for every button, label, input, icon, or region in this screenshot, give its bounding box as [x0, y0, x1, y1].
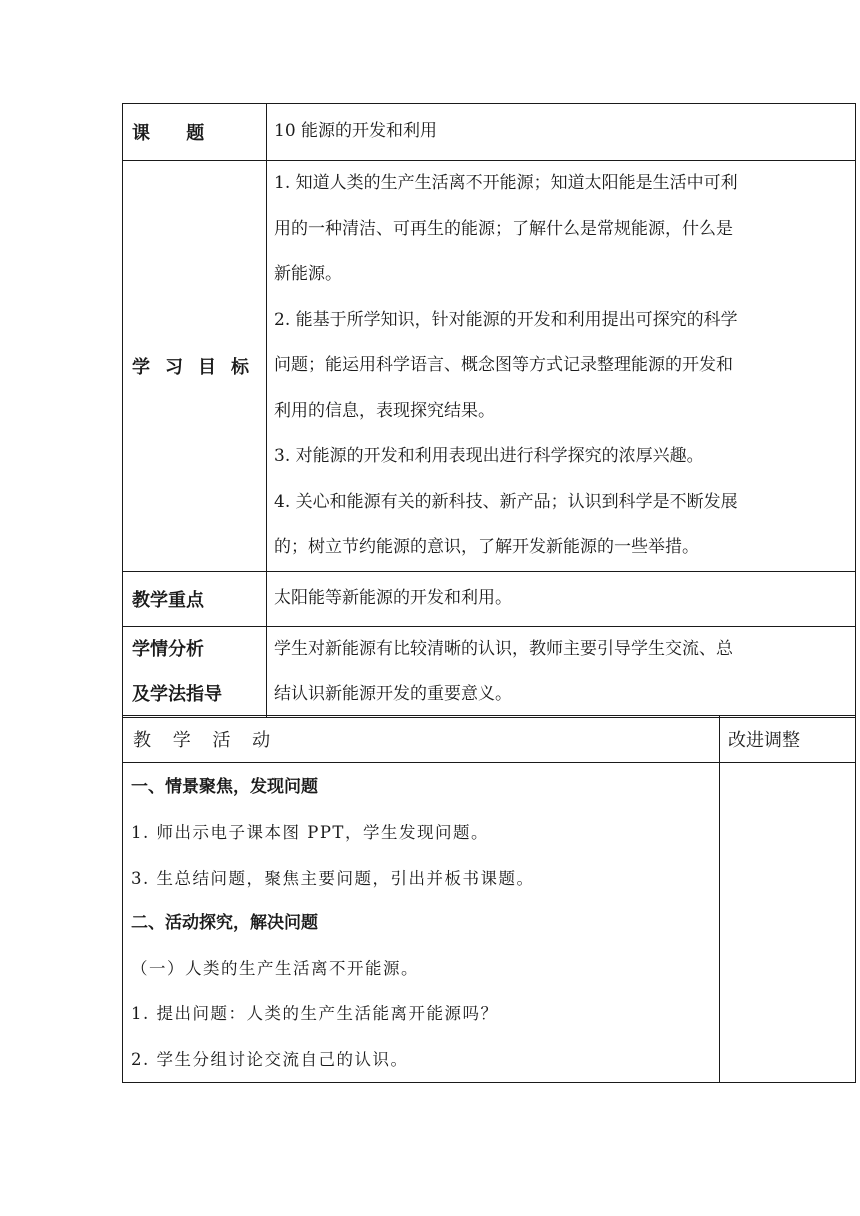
goal-line: 3. 对能源的开发和利用表现出进行科学探究的浓厚兴趣。: [274, 446, 704, 466]
analysis-label-line-2: 及学法指导: [132, 683, 222, 705]
activity-header-row: [123, 716, 856, 763]
goal-line: 2. 能基于所学知识，针对能源的开发和利用提出可探究的科学: [274, 309, 738, 330]
sub-heading: （一）人类的生产生活离不开能源。: [131, 959, 419, 979]
activity-line: 1. 师出示电子课本图 PPT，学生发现问题。: [131, 823, 489, 843]
topic-label: 课 题: [123, 104, 267, 161]
adjust-content: [720, 763, 856, 1083]
analysis-label-line-1: 学情分析: [132, 638, 204, 660]
topic-row: [123, 104, 856, 161]
focus-value: 太阳能等新能源的开发和利用。: [267, 571, 856, 626]
goals-cell: [267, 161, 856, 572]
goal-line: 4. 关心和能源有关的新科技、新产品；认识到科学是不断发展: [274, 491, 738, 512]
goal-line: 利用的信息，表现探究结果。: [274, 400, 495, 421]
activity-header: 教 学 活 动: [123, 716, 720, 763]
topic-value: 10 能源的开发和利用: [267, 104, 856, 161]
goals-label: 学习目标: [123, 161, 267, 572]
activity-line: 1. 提出问题：人类的生产生活能离开能源吗？: [131, 1004, 499, 1024]
lesson-info-table: [122, 103, 856, 718]
section-heading: 一、情景聚焦，发现问题: [131, 777, 318, 797]
activity-content: [123, 763, 720, 1083]
adjust-header: 改进调整: [720, 716, 856, 763]
goals-row: [123, 161, 856, 572]
activity-line: 2. 学生分组讨论交流自己的认识。: [131, 1049, 409, 1069]
focus-row: [123, 571, 856, 626]
section-heading: 二、活动探究，解决问题: [131, 912, 318, 933]
analysis-row: [123, 626, 856, 717]
activity-line: 3. 生总结问题，聚焦主要问题，引出并板书课题。: [131, 868, 535, 888]
goal-line: 问题；能运用科学语言、概念图等方式记录整理能源的开发和: [274, 355, 733, 375]
teaching-activity-table: [122, 715, 856, 1083]
analysis-line: 学生对新能源有比较清晰的认识，教师主要引导学生交流、总: [274, 638, 733, 659]
analysis-label: [123, 626, 267, 717]
goal-line: 新能源。: [274, 264, 342, 284]
goal-line: 的；树立节约能源的意识，了解开发新能源的一些举措。: [274, 537, 699, 557]
analysis-line: 结认识新能源开发的重要意义。: [274, 683, 512, 704]
goal-line: 1. 知道人类的生产生活离不开能源；知道太阳能是生活中可利: [274, 173, 738, 193]
analysis-value: [267, 626, 856, 717]
focus-label: 教学重点: [123, 571, 267, 626]
goal-line: 用的一种清洁、可再生的能源；了解什么是常规能源，什么是: [274, 218, 733, 239]
activity-content-row: [123, 763, 856, 1083]
